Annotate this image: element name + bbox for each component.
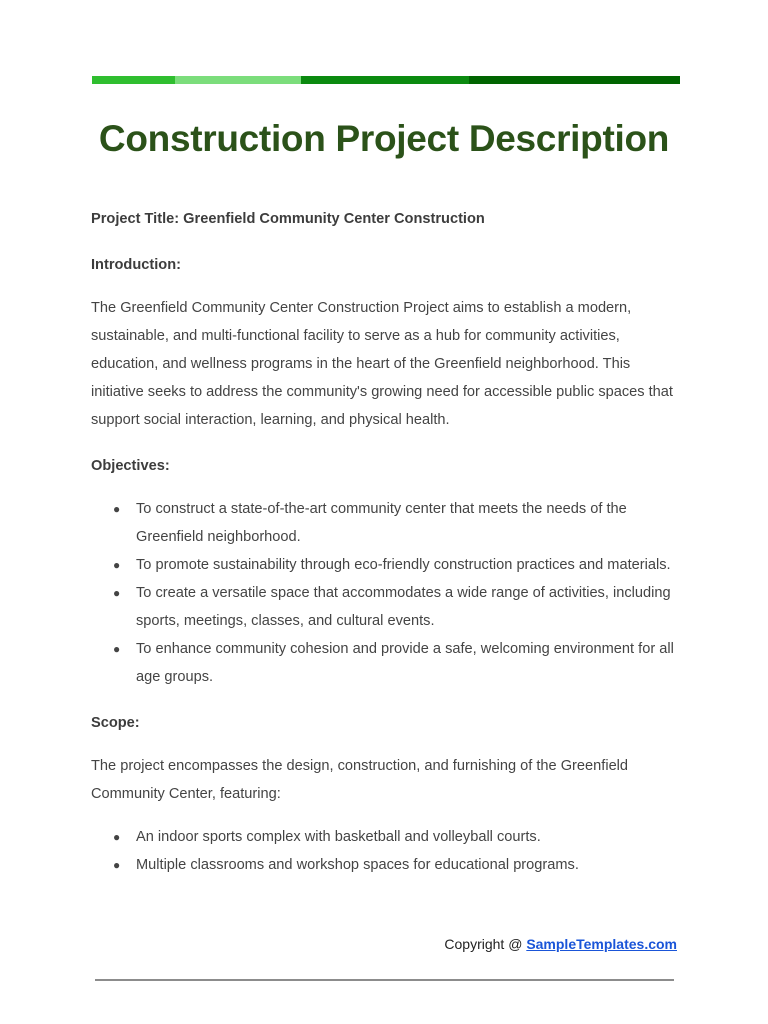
- color-bar-segment: [469, 76, 680, 84]
- list-item: [91, 823, 681, 851]
- scope-heading: Scope:: [91, 715, 140, 731]
- list-item: [91, 635, 681, 691]
- scope-item-text: An indoor sports complex with basketball and volleyball courts.: [136, 829, 541, 845]
- color-bar-segment: [92, 76, 175, 84]
- document-title: Construction Project Description: [98, 118, 670, 159]
- objectives-heading: Objectives:: [91, 458, 170, 474]
- copyright-notice: [444, 934, 677, 954]
- objective-text: To enhance community cohesion and provide a safe, welcoming environment for all age groups.: [136, 641, 674, 685]
- copyright-prefix: Copyright @: [444, 936, 523, 952]
- footer-divider: [95, 979, 674, 981]
- bullet-icon: ●: [113, 642, 121, 656]
- list-item: [91, 495, 681, 551]
- objective-text: To create a versatile space that accommodates a wide range of activities, including sports, meetings, classes, and cultural events.: [136, 585, 671, 629]
- objectives-list: [91, 495, 681, 691]
- list-item: [91, 851, 681, 879]
- bullet-icon: ●: [113, 830, 121, 844]
- objective-text: To promote sustainability through eco-friendly construction practices and materials.: [136, 557, 671, 573]
- objective-text: To construct a state-of-the-art community center that meets the needs of the Greenfield neighborhood.: [136, 501, 627, 545]
- sampletemplates-link[interactable]: SampleTemplates.com: [526, 936, 677, 952]
- bullet-icon: ●: [113, 858, 121, 872]
- top-color-bar: [92, 76, 680, 84]
- project-title: Project Title: Greenfield Community Center Construction: [91, 211, 485, 227]
- bullet-icon: ●: [113, 502, 121, 516]
- list-item: [91, 551, 681, 579]
- color-bar-segment: [301, 76, 469, 84]
- introduction-text: The Greenfield Community Center Construction Project aims to establish a modern, sustainable, and multi-functional facility to serve as a hub for community activities, education, and wellness programs in the heart of the Greenfield neighborhood. This initiative seeks to address the community's growing need for accessible public spaces that support social interaction, learning, and physical health.: [91, 300, 673, 428]
- bullet-icon: ●: [113, 586, 121, 600]
- introduction-heading: Introduction:: [91, 257, 181, 273]
- list-item: [91, 579, 681, 635]
- document-body: [91, 205, 681, 879]
- color-bar-segment: [175, 76, 301, 84]
- bullet-icon: ●: [113, 558, 121, 572]
- scope-item-text: Multiple classrooms and workshop spaces for educational programs.: [136, 857, 579, 873]
- scope-list: [91, 823, 681, 879]
- scope-text: The project encompasses the design, construction, and furnishing of the Greenfield Community Center, featuring:: [91, 758, 629, 802]
